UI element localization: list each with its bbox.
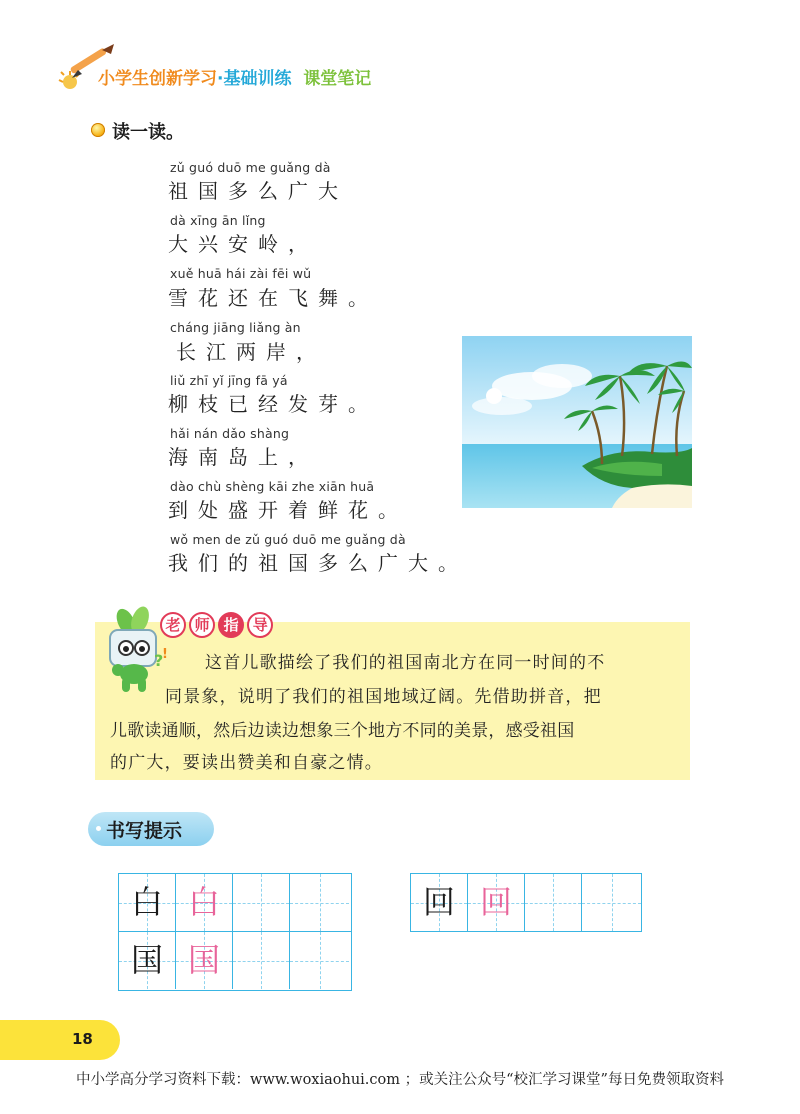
guide-text-line: 的广大，要读出赞美和自豪之情。	[110, 753, 383, 773]
writing-cell[interactable]	[290, 874, 349, 931]
section-title-read: 读一读。	[112, 122, 184, 143]
tropical-beach-illustration	[462, 336, 692, 508]
poem-hanzi-line: 海南岛上，	[168, 445, 318, 469]
poem-pinyin-line: dào chù shèng kāi zhe xiān huā	[170, 479, 375, 494]
poem-pinyin-line: xuě huā hái zài fēi wǔ	[170, 266, 312, 281]
writing-cell	[119, 874, 176, 931]
model-character: 白	[130, 883, 163, 921]
page-number-tab	[0, 1020, 120, 1060]
trace-character: 回	[479, 883, 512, 921]
poem-pinyin-line: zǔ guó duō me guǎng dà	[170, 160, 331, 175]
guide-text-line: 儿歌读通顺，然后边读边想象三个地方不同的美景，感受祖国	[110, 721, 575, 741]
poem-hanzi-line: 柳枝已经发芽。	[168, 392, 378, 416]
header-subtitle: ·基础训练	[217, 69, 292, 89]
writing-cell	[119, 932, 176, 989]
poem-hanzi-line: 大兴安岭，	[168, 232, 318, 256]
writing-cell[interactable]	[290, 932, 349, 989]
svg-text:!: !	[162, 647, 168, 662]
writing-cell	[468, 874, 525, 931]
section-bullet-icon	[91, 123, 105, 137]
poem-pinyin-line: liǔ zhī yǐ jīng fā yá	[170, 373, 288, 388]
mascot-icon	[96, 600, 168, 700]
model-character: 回	[422, 883, 455, 921]
poem-pinyin-line: wǒ men de zǔ guó duō me guǎng dà	[170, 532, 406, 547]
svg-text:?: ?	[154, 651, 164, 670]
badge-char: 指	[218, 612, 244, 638]
poem-hanzi-line: 我们的祖国多么广大。	[168, 551, 468, 575]
poem-hanzi-line: 到处盛开着鲜花。	[168, 498, 408, 522]
writing-cell	[176, 932, 233, 989]
writing-cell	[411, 874, 468, 931]
header-title	[98, 64, 371, 89]
badge-char: 师	[189, 612, 215, 638]
writing-cell[interactable]	[525, 874, 582, 931]
writing-cell	[176, 874, 233, 931]
header-series-name: 小学生创新学习	[98, 69, 217, 89]
badge-char: 老	[160, 612, 186, 638]
poem-pinyin-line: hǎi nán dǎo shàng	[170, 426, 290, 441]
writing-grid-2	[410, 873, 642, 932]
writing-cell[interactable]	[233, 932, 290, 989]
guide-text-line: 这首儿歌描绘了我们的祖国南北方在同一时间的不	[205, 653, 606, 673]
trace-character: 白	[187, 883, 220, 921]
poem-hanzi-line: 雪花还在飞舞。	[168, 286, 378, 310]
guide-text-line: 同景象，说明了我们的祖国地域辽阔。先借助拼音，把	[165, 687, 602, 707]
header-notes-label: 课堂笔记	[303, 69, 372, 89]
tag-dot-icon	[96, 826, 101, 831]
badge-char: 导	[247, 612, 273, 638]
writing-tips-title: 书写提示	[106, 820, 183, 842]
page-number: 18	[72, 1030, 93, 1048]
footer-text: 中小学高分学习资料下载：www.woxiaohui.com ；或关注公众号“校汇学习课堂”每日免费领取资料	[76, 1072, 724, 1088]
poem-hanzi-line: 祖国多么广大	[168, 179, 348, 203]
book-header	[58, 44, 438, 100]
model-character: 国	[130, 941, 163, 979]
poem-pinyin-line: dà xīng ān lǐng	[170, 213, 266, 228]
writing-grid-1	[118, 873, 352, 991]
poem-pinyin-line: cháng jiāng liǎng àn	[170, 320, 301, 335]
writing-cell[interactable]	[233, 874, 290, 931]
trace-character: 国	[187, 941, 220, 979]
poem-hanzi-line: 长江两岸，	[176, 340, 326, 364]
teacher-guide-label	[160, 612, 271, 640]
writing-cell[interactable]	[582, 874, 641, 931]
